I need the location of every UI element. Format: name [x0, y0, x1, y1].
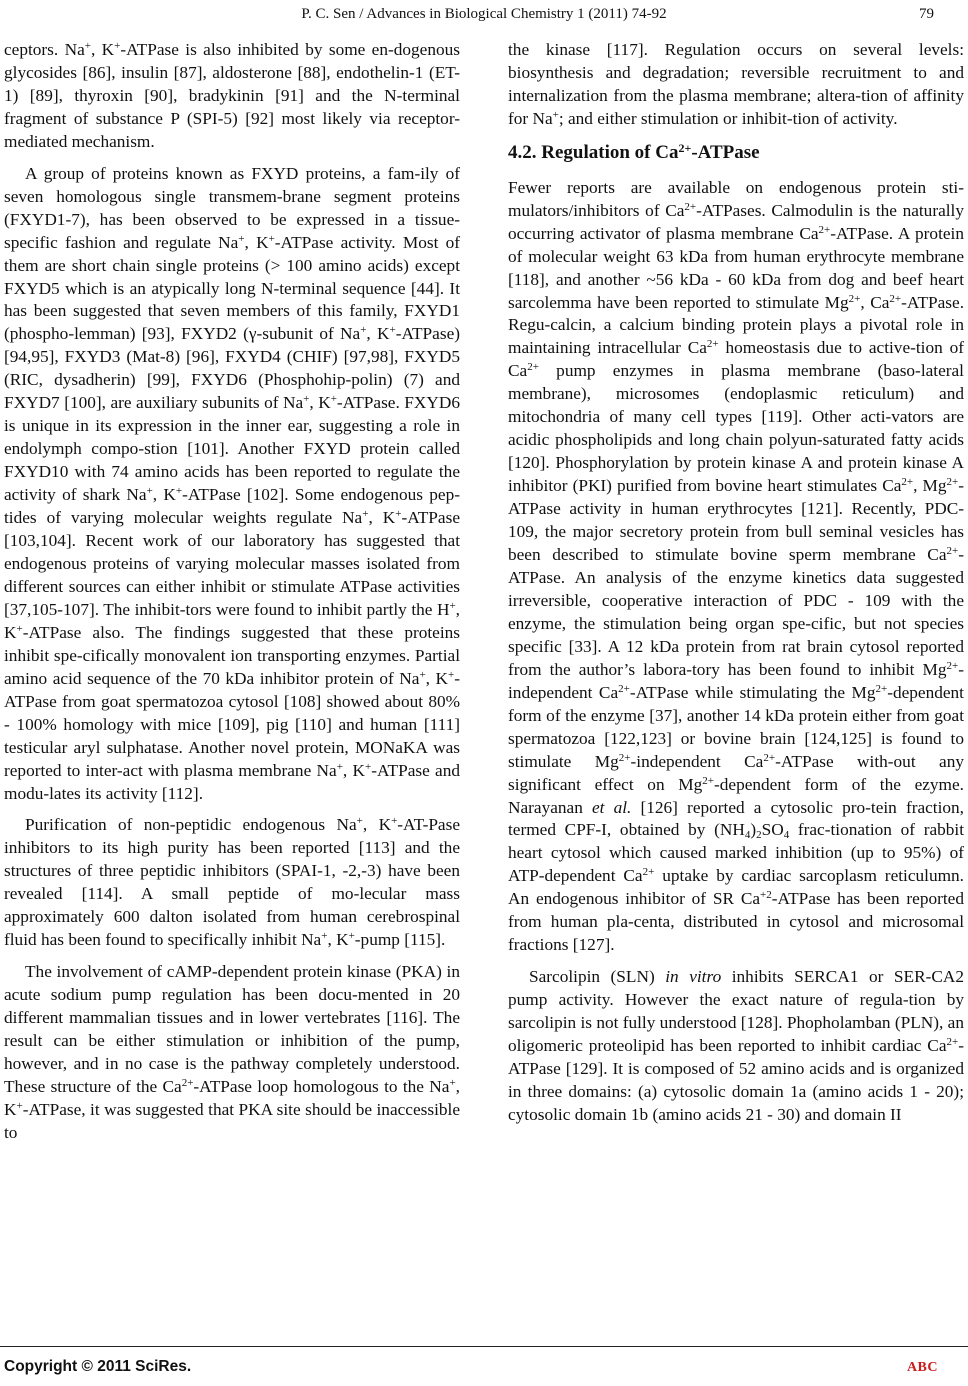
- paragraph: Sarcolipin (SLN) in vitro inhibits SERCA1 or SER-CA2 pump activity. However the exact nature of regula-tion by sarcolipin is not fully understood [128]. Phopholamban (PLN), an oligomeric proteolipid has been reported to inhibit cardiac $Ca^{2+}$-ATPase [129]. It is composed of 52 amino acids and is organized in three domains: (a) cytosolic domain 1a (amino acids 1 - 20); cytosolic domain 1b (amino acids 21 - 30) and domain II: [508, 967, 964, 1124]
- left-column: [4, 39, 460, 1145]
- footer-rule: [0, 1346, 968, 1347]
- paragraph: ceptors. Na+, K+-ATPase is also inhibited by some en-dogenous glycosides [86], insulin [87], aldosterone [88], endothelin-1 (ET-1) [89], thyroxin [90], bradykinin [91] and the N-terminal fragment of substance P (SPI-5) [92] most likely via receptor-mediated mechanism.: [4, 40, 460, 151]
- running-head-title: P. C. Sen / Advances in Biological Chemistry 1 (2011) 74-92: [301, 6, 667, 22]
- paragraph: A group of proteins known as FXYD proteins, a fam-ily of seven homologous single transmem-brane segment proteins (FXYD1-7), has been observed to be expressed in a tissue-specific fashion and regulate Na+, K+-ATPase activity. Most of them are short chain single proteins (> 100 amino acids) except FXYD5 which is an atypically long N-terminal sequence [44]. It has been suggested that seven members of this family, FXYD1 (phospho-lemman) [93], FXYD2 (γ-subunit of Na+, K+-ATPase) [94,95], FXYD3 (Mat-8) [96], FXYD4 (CHIF) [97,98], FXYD5 (RIC, dysadherin) [99], FXYD6 (Phosphohip-polin) (7) and FXYD7 [100], are auxiliary subunits of Na+, K+-ATPase. FXYD6 is unique in its expression in the inner ear, suggesting a role in endolymph compo-stion [101]. Another FXYD protein called FXYD10 with 74 amino acids has been reported to regulate the activity of shark Na+, K+-ATPase [102]. Some endogenous pep-tides of varying molecular weights regulate Na+, K+-ATPase [103,104]. Recent work of our laboratory has suggested that endogenous proteins of varying molecular masses isolated from different sources can either inhibit or stimulate ATPase activities [37,105-107]. The inhibit-tors were found to inhibit partly the H+, K+-ATPase also. The findings suggested that these proteins inhibit spe-cifically monovalent ion transporting enzymes. Partial amino acid sequence of the 70 kDa inhibitor protein of Na+, K+-ATPase from goat spermatozoa cytosol [108] showed about 80% - 100% homology with mice [109], pig [110] and human [111] testicular aryl sulphatase. Another novel protein, MONaKA was reported to inter-act with plasma membrane Na+, K+-ATPase and modu-lates its activity [112].: [4, 163, 461, 803]
- paragraph: The involvement of cAMP-dependent protein kinase (PKA) in acute sodium pump regulation has been docu-mented in 20 different mammalian tissues and in lower vertebrates [116]. The result can be either stimulation or inhibition of the pump, however, and in no case is the pathway completely understood. These structure of the $Ca^{2+}$-ATPase loop homologous to the Na+, K+-ATPase, it was suggested that PKA site should be inaccessible to: [4, 962, 460, 1142]
- running-head: [0, 4, 968, 26]
- paragraph: Purification of non-peptidic endogenous Na+, K+-AT-Pase inhibitors to its high purity has been reported [113] and the structures of three peptidic inhibitors (SPAI-1, -2,-3) have been revealed [114]. A small peptide of mo-lecular mass approximately 600 dalton isolated from human cerebrospinal fluid has been found to specifically inhibit Na+, K+-pump [115].: [4, 815, 460, 950]
- paragraph: Fewer reports are available on endogenous protein sti-mulators/inhibitors of $Ca^{2+}$-ATPases. Calmodulin is the naturally occurring activator of plasma membrane $Ca^{2+}$-ATPase. A protein of molecular weight 63 kDa from human erythrocyte membrane [118], and another ~56 kDa - 60 kDa from dog and beef heart sarcolemma have been reported to stimulate $Mg^{2+}$, $Ca^{2+}$-ATPase. Regu-calcin, a calcium binding protein plays a pivotal role in maintaining intracellular $Ca^{2+}$ homeostasis due to active-tion of $Ca^{2+}$ pump enzymes in plasma membrane (baso-lateral membrane), microsomes (endoplasmic reticulum) and mitochondria of many cell types [119]. Other acti-vators are acidic phospholipids and long chain polyun-saturated fatty acids [120]. Phosphorylation by protein kinase A and protein kinase A inhibitor (PKI) purified from bovine heart stimulates $Ca^{2+}$, $Mg^{2+}$-ATPase activity in human erythrocytes [121]. Recently, PDC-109, the major secretory protein from bull seminal vesicles has been described to stimulate bovine sperm membrane $Ca^{2+}$-ATPase. An analysis of the enzyme kinetics data suggested irreversible, cooperative interaction of PDC - 109 with the enzyme, the stimulation being organ spe-cific, but not species specific [33]. A 12 kDa protein from rat brain cytosol reported from the author’s labora-tory has been found to inhibit $Mg^{2+}$-independent $Ca^{2+}$-ATPase while stimulating the $Mg^{2+}$-dependent form of the enzyme [37], another 14 kDa protein either from goat spermatozoa [122,123] or bovine brain [124,125] is found to stimulate $Mg^{2+}$-independent $Ca^{2+}$-ATPase with-out any significant effect on $Mg^{2+}$-dependent form of the ezyme. Narayanan et al. [126] reported a cytosolic pro-tein fraction, termed CPF-I, obtained by $(NH_4)_2SO_4$ frac-tionation of rabbit heart cytosol which caused marked inhibition (up to 95%) of ATP-dependent $Ca^{2+}$ uptake by cardiac sarcoplasm reticulumn. An endogenous inhibitor of SR $Ca^{+2}$-ATPase has been reported from human pla-centa, distributed in cytosol and microsomal fractions [127].: [508, 177, 965, 955]
- journal-logo: ABC: [906, 1360, 938, 1375]
- page-number: 79: [919, 6, 934, 22]
- right-column: [508, 39, 964, 1127]
- paragraph: the kinase [117]. Regulation occurs on several levels: biosynthesis and degradation; reversible recruitment to and internalization from the plasma membrane; altera-tion of affinity for Na+; and either stimulation or inhibit-tion of activity.: [508, 40, 964, 128]
- section-heading: 4.2. Regulation of $Ca^{2+}$-ATPase: [508, 140, 760, 163]
- footer-copyright: Copyright © 2011 SciRes.: [4, 1358, 192, 1375]
